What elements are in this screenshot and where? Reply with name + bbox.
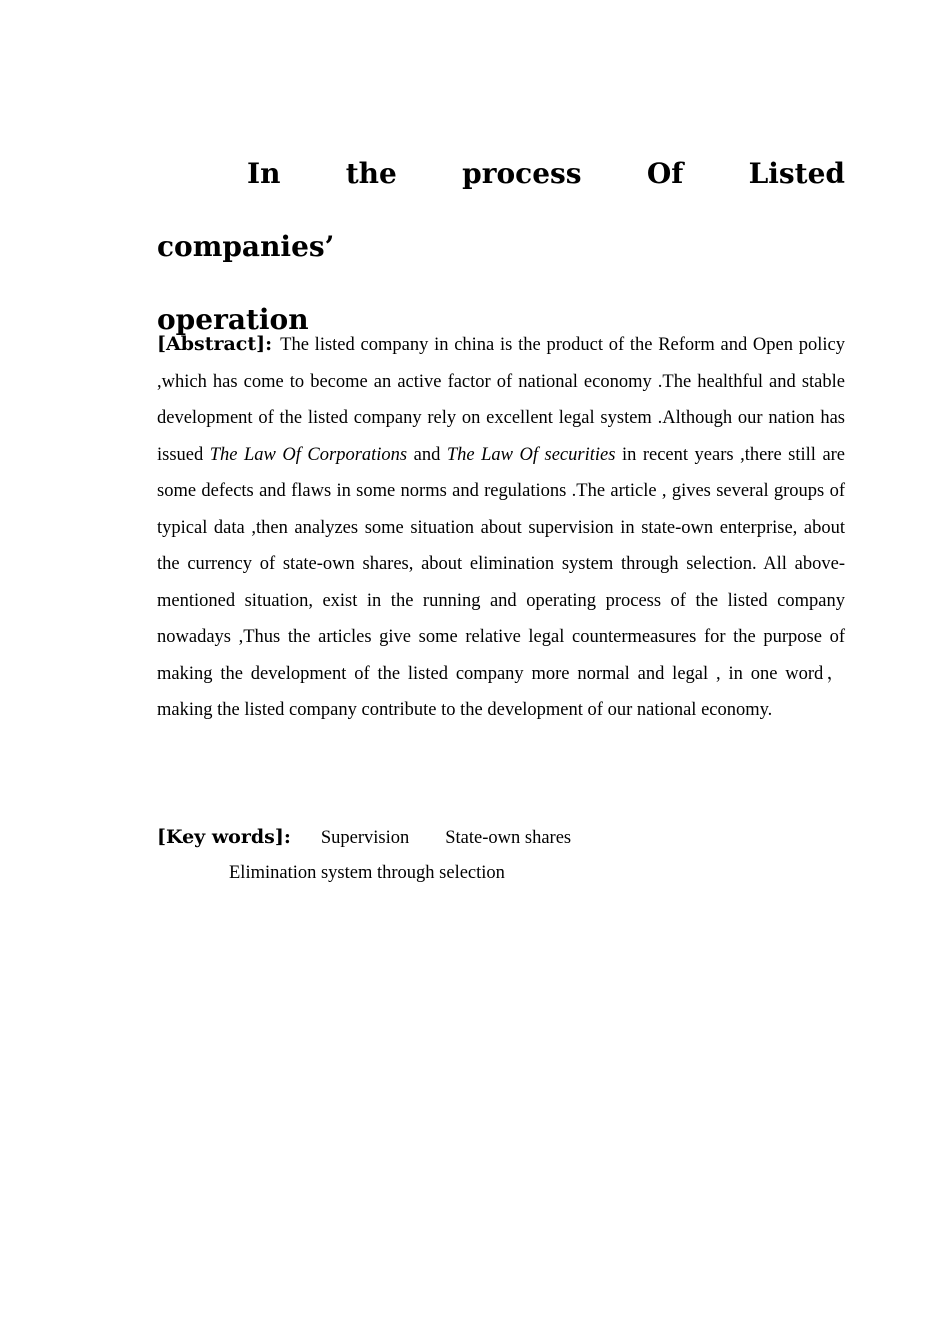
abstract-text-3: in recent years ,there still are some defects and flaws in some norms and regulations .The article , gives several groups of typical data ,then analyzes some situation about supervision in state-own enterprise, about the currency of state-own shares, about elimination system through selection. All above-mentioned situation, exist in the running and operating process of the listed company nowadays ,Thus the articles give some relative legal countermeasures for the purpose of making the development of the listed company more normal and legal , in one word， making the listed company contribute to the development of our national economy. bbox=[157, 444, 846, 720]
abstract-text-2: and bbox=[407, 444, 447, 465]
title-line-1: In the process Of Listed companies’ bbox=[157, 157, 845, 263]
keywords-label: [Key words]: bbox=[157, 826, 291, 848]
document-title bbox=[157, 137, 845, 356]
keywords-section bbox=[157, 822, 845, 888]
abstract-label: [Abstract]: bbox=[157, 333, 273, 355]
keyword-item: Supervision bbox=[320, 828, 410, 848]
law-of-securities-title: The Law Of securities bbox=[446, 444, 616, 465]
law-of-corporations-title: The Law Of Corporations bbox=[209, 444, 408, 465]
title-line-2: operation bbox=[157, 303, 309, 336]
keyword-item: State-own shares bbox=[445, 828, 572, 848]
keyword-item: Elimination system through selection bbox=[229, 863, 505, 883]
abstract-paragraph bbox=[157, 326, 845, 729]
abstract-text-1: The listed company in china is the product of the Reform and Open policy ,which has come to become an active factor of national economy .The healthful and stable development of the listed company rely on excellent legal system .Although our nation has issued bbox=[157, 335, 845, 465]
